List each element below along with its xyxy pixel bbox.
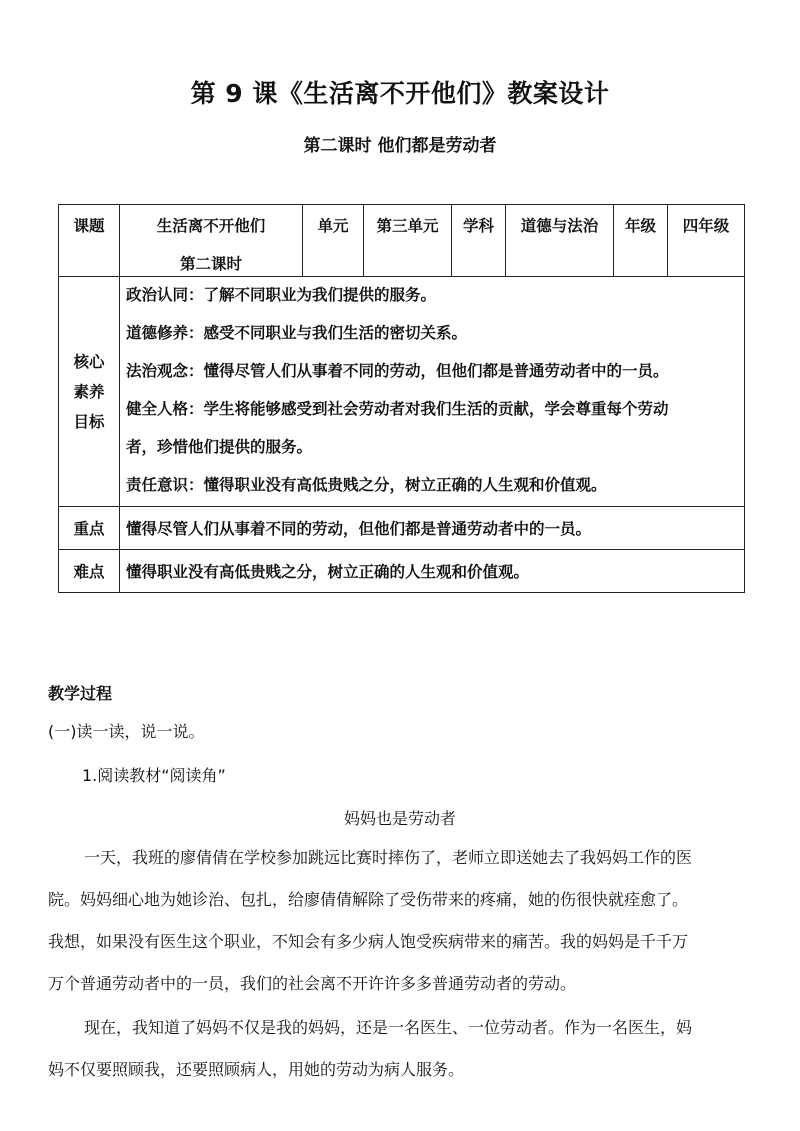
topic-value-line2: 第二课时 [179,255,242,273]
core-label-part: 目标 [73,412,105,431]
paragraph-line: 我想，如果没有医生这个职业，不知会有多少病人饱受疾病带来的痛苦。我的妈妈是千千万 [48,932,689,951]
paragraph-line: 院。妈妈细心地为她诊治、包扎，给廖倩倩解除了受伤带来的疼痛，她的伤很快就痊愈了。 [48,890,689,909]
core-item-personality-line2: 者，珍惜他们提供的服务。 [126,438,313,456]
subject-value-cell [506,205,614,277]
unit-value-cell [364,205,452,277]
lesson-plan-table [58,204,745,593]
step-read-textbook: 1.阅读教材“阅读角” [82,766,226,785]
topic-value-line1: 生活离不开他们 [156,217,266,235]
subject-label-cell [452,205,506,277]
subject-value: 道德与法治 [520,217,599,235]
topic-label-cell [59,205,120,277]
unit-label-cell [303,205,364,277]
difficult-point-label: 难点 [59,550,120,593]
story-title: 妈妈也是劳动者 [343,809,456,828]
grade-label: 年级 [624,217,656,235]
difficult-point-row [59,550,745,593]
teaching-process-heading: 教学过程 [48,684,113,703]
grade-value: 四年级 [682,217,730,235]
topic-label: 课题 [73,217,105,235]
paragraph-line: 现在，我知道了妈妈不仅是我的妈妈，还是一名医生、一位劳动者。作为一名医生，妈 [84,1018,693,1037]
unit-value: 第三单元 [376,217,439,235]
core-item-moral: 道德修养：感受不同职业与我们生活的密切关系。 [126,324,468,342]
core-item-political: 政治认同：了解不同职业为我们提供的服务。 [126,286,437,304]
grade-label-cell [614,205,668,277]
unit-label: 单元 [317,217,349,235]
core-item-responsibility: 责任意识：懂得职业没有高低贵贱之分，树立正确的人生观和价值观。 [126,476,607,494]
core-literacy-content [120,277,745,507]
core-literacy-label [59,277,120,507]
core-label-part: 素养 [73,382,105,401]
paragraph-line: 妈不仅要照顾我，还要照顾病人，用她的劳动为病人服务。 [48,1060,465,1079]
core-item-personality-line1: 健全人格：学生将能够感受到社会劳动者对我们生活的贡献，学会尊重每个劳动 [126,400,669,418]
topic-value-cell [120,205,303,277]
difficult-point-value: 懂得职业没有高低贵贱之分，树立正确的人生观和价值观。 [120,550,745,593]
step-read-and-say: (一)读一读，说一说。 [48,722,205,741]
key-point-row [59,507,745,550]
story-paragraph-2 [48,1018,754,1080]
document-subtitle: 第二课时 他们都是劳动者 [303,136,497,156]
subject-label: 学科 [462,217,494,235]
core-literacy-row [59,277,745,507]
key-point-value: 懂得尽管人们从事着不同的劳动，但他们都是普通劳动者中的一员。 [120,507,745,550]
paragraph-line: 一天，我班的廖倩倩在学校参加跳远比赛时摔伤了，老师立即送她去了我妈妈工作的医 [84,848,693,867]
paragraph-line: 万个普通劳动者中的一员，我们的社会离不开许许多多普通劳动者的劳动。 [48,974,577,993]
grade-value-cell [668,205,745,277]
core-label-part: 核心 [73,352,105,371]
document-title: 第 9 课《生活离不开他们》教案设计 [190,79,610,108]
key-point-label: 重点 [59,507,120,550]
story-paragraph-1 [48,848,754,994]
core-item-legal: 法治观念：懂得尽管人们从事着不同的劳动，但他们都是普通劳动者中的一员。 [126,362,669,380]
table-header-row [59,205,745,277]
